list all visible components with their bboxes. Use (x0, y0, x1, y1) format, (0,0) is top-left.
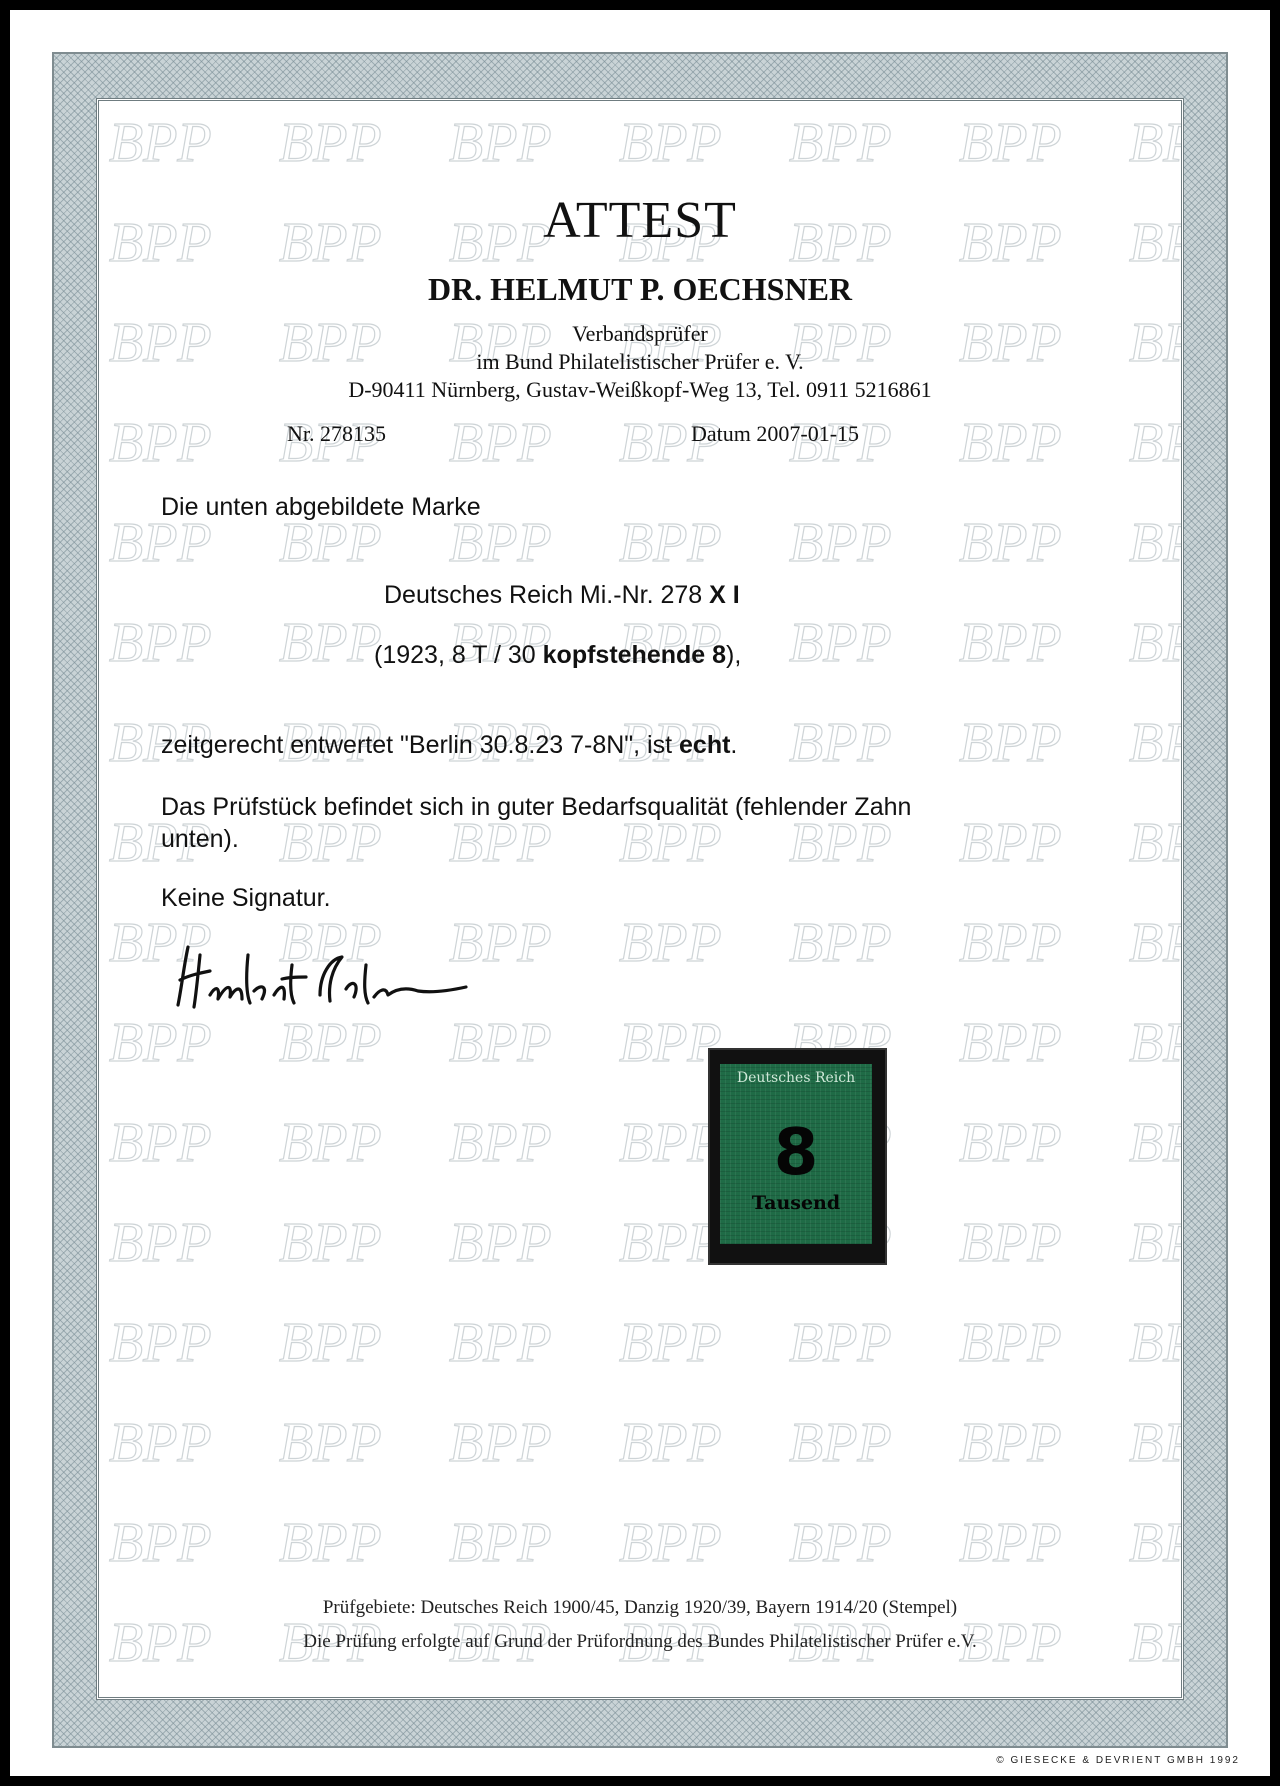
catalog-prefix: Deutsches Reich Mi.-Nr. 278 (384, 581, 710, 609)
stamp-country-text: Deutsches Reich (736, 1070, 856, 1086)
examiner-role: Verbandsprüfer (572, 321, 708, 346)
certificate-number: Nr. 278135 (287, 421, 386, 446)
cancel-bold: echt (679, 731, 731, 759)
stamp-design (720, 1064, 872, 1244)
examiner-name: DR. HELMUT P. OECHSNER (427, 271, 853, 307)
stamp-image (710, 1050, 885, 1263)
variant-line (374, 641, 741, 670)
footer-areas: Prüfgebiete: Deutsches Reich 1900/45, Danzig 1920/39, Bayern 1914/20 (Stempel) (322, 1597, 958, 1618)
variant-suffix: ), (726, 641, 742, 669)
certificate-inner-panel (96, 98, 1184, 1700)
handwritten-signature (170, 925, 470, 1035)
catalog-line (384, 581, 740, 610)
footer-basis: Die Prüfung erfolgte auf Grund der Prüfordnung des Bundes Philatelistischer Prüfer e.V. (303, 1631, 977, 1652)
variant-prefix: (1923, 8 T / 30 (374, 641, 543, 669)
signature-note: Keine Signatur. (161, 884, 331, 912)
intro-text: Die unten abgebildete Marke (161, 493, 481, 521)
stamp-overprint-word: Tausend (751, 1192, 841, 1214)
examiner-association: im Bund Philatelistischer Prüfer e. V. (476, 349, 804, 374)
catalog-bold: X I (709, 581, 740, 609)
condition-text: Das Prüfstück befindet sich in guter Bedarfsqualität (fehlender Zahn unten). (161, 793, 912, 853)
variant-bold: kopfstehende 8 (542, 641, 727, 669)
cancel-line (161, 731, 737, 760)
printer-imprint: © GIESECKE & DEVRIENT GMBH 1992 (996, 1755, 1240, 1766)
examiner-address: D-90411 Nürnberg, Gustav-Weißkopf-Weg 13, Tel. 0911 5216861 (348, 377, 932, 402)
certificate-title: ATTEST (543, 192, 737, 249)
stamp-overprint-value: 8 (773, 1116, 819, 1190)
cancel-prefix: zeitgerecht entwertet "Berlin 30.8.23 7-8N", ist (161, 731, 680, 759)
cancel-suffix: . (730, 731, 738, 759)
certificate-sheet (10, 10, 1270, 1776)
certificate-date: Datum 2007-01-15 (691, 421, 860, 446)
